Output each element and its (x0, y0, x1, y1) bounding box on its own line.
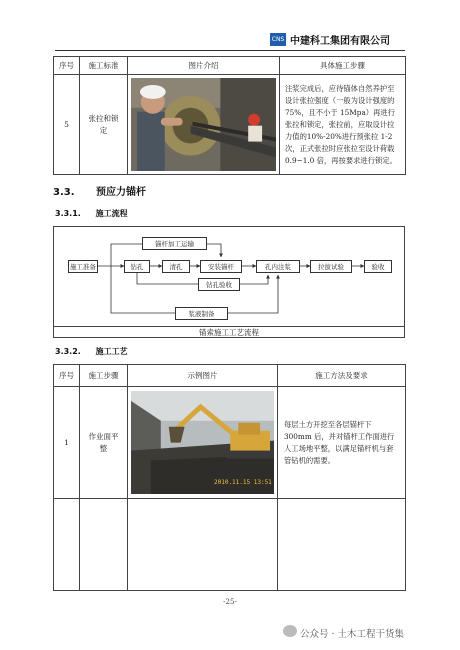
flowchart-caption: 锚索施工工艺流程 (199, 328, 259, 337)
section-3-3-2-heading (55, 346, 128, 357)
tensioning-worker-image (131, 78, 276, 171)
table2-row-description: 每层土方开挖至各层锚杆下300mm 后，并对锚杆工作面进行人工场地平整，以满足锚杆机与套管钻机的需要。 (278, 387, 406, 499)
flowchart-frame (53, 226, 405, 338)
table2-header-photo: 示例图片 (128, 365, 278, 387)
section-3-3-title: 预应力锚杆 (96, 187, 146, 198)
tension-lock-table (53, 56, 406, 175)
page-number: -25- (223, 598, 237, 606)
section-3-3-2-title: 施工工艺 (95, 347, 128, 356)
flow-node-acceptance: 验收 (364, 260, 392, 273)
flow-node-cleaning: 清孔 (162, 260, 190, 273)
section-3-3-heading (53, 183, 146, 198)
header-rule (55, 50, 405, 51)
table2-header-no: 序号 (54, 365, 80, 387)
table2-empty-photo (128, 499, 278, 591)
company-name: 中建科工集团有限公司 (290, 36, 390, 47)
excavation-photo (128, 387, 278, 499)
flowchart-connectors (54, 227, 406, 327)
table1-header-no: 序号 (54, 57, 80, 75)
company-logo-icon: CNS (270, 33, 286, 46)
table2-header-step: 施工步骤 (80, 365, 128, 387)
flow-node-pullout-test: 拉拔试验 (310, 260, 352, 273)
table1-row-description: 注浆完成后，应待锚体自然养护至设计张拉强度（一般为设计强度的75%，且不小于 15Mpa）再进行张拉和锁定，张拉前，应取设计拉力值的10%-20%进行预张拉 1-2 次，正式张拉时应张拉至设计荷载 0.9~1.0 倍，再按要求进行锁定。 (280, 75, 406, 175)
table1-header-steps: 具体施工步骤 (280, 57, 406, 75)
section-3-3-number: 3.3. (53, 187, 75, 198)
table2-empty-no (54, 499, 80, 591)
flow-node-hole-inspection: 钻孔验收 (198, 278, 240, 291)
wechat-icon (283, 625, 297, 637)
construction-process-table (53, 364, 406, 591)
section-3-3-1-title: 施工流程 (95, 209, 128, 218)
photo-date-stamp: 2010.11.15 13:51 (214, 479, 272, 486)
flow-node-slurry-prep: 浆液制备 (175, 307, 228, 320)
watermark: 公众号 · 土木工程干货集 (300, 629, 405, 640)
table2-row-step: 作业面平整 (80, 387, 128, 499)
table2-header-method: 施工方法及要求 (278, 365, 406, 387)
section-3-3-1-heading (55, 208, 128, 219)
table1-row-step: 张拉和锁定 (80, 75, 128, 175)
section-3-3-1-number: 3.3.1. (55, 209, 81, 218)
flow-node-install: 安装锚杆 (200, 260, 242, 273)
flow-node-fabrication: 锚杆加工运输 (142, 237, 207, 250)
table1-row-no: 5 (54, 75, 80, 175)
table1-header-standard: 施工标准 (80, 57, 128, 75)
section-3-3-2-number: 3.3.2. (55, 347, 81, 356)
table2-empty-step (80, 499, 128, 591)
flow-node-grouting: 孔内注浆 (256, 260, 300, 273)
flow-node-drilling: 钻孔 (124, 260, 150, 273)
table2-row-no: 1 (54, 387, 80, 499)
table2-empty-method (278, 499, 406, 591)
table1-header-photo: 图片介绍 (128, 57, 280, 75)
flow-node-preparation: 施工准备 (68, 260, 98, 273)
tensioning-photo (128, 75, 280, 175)
